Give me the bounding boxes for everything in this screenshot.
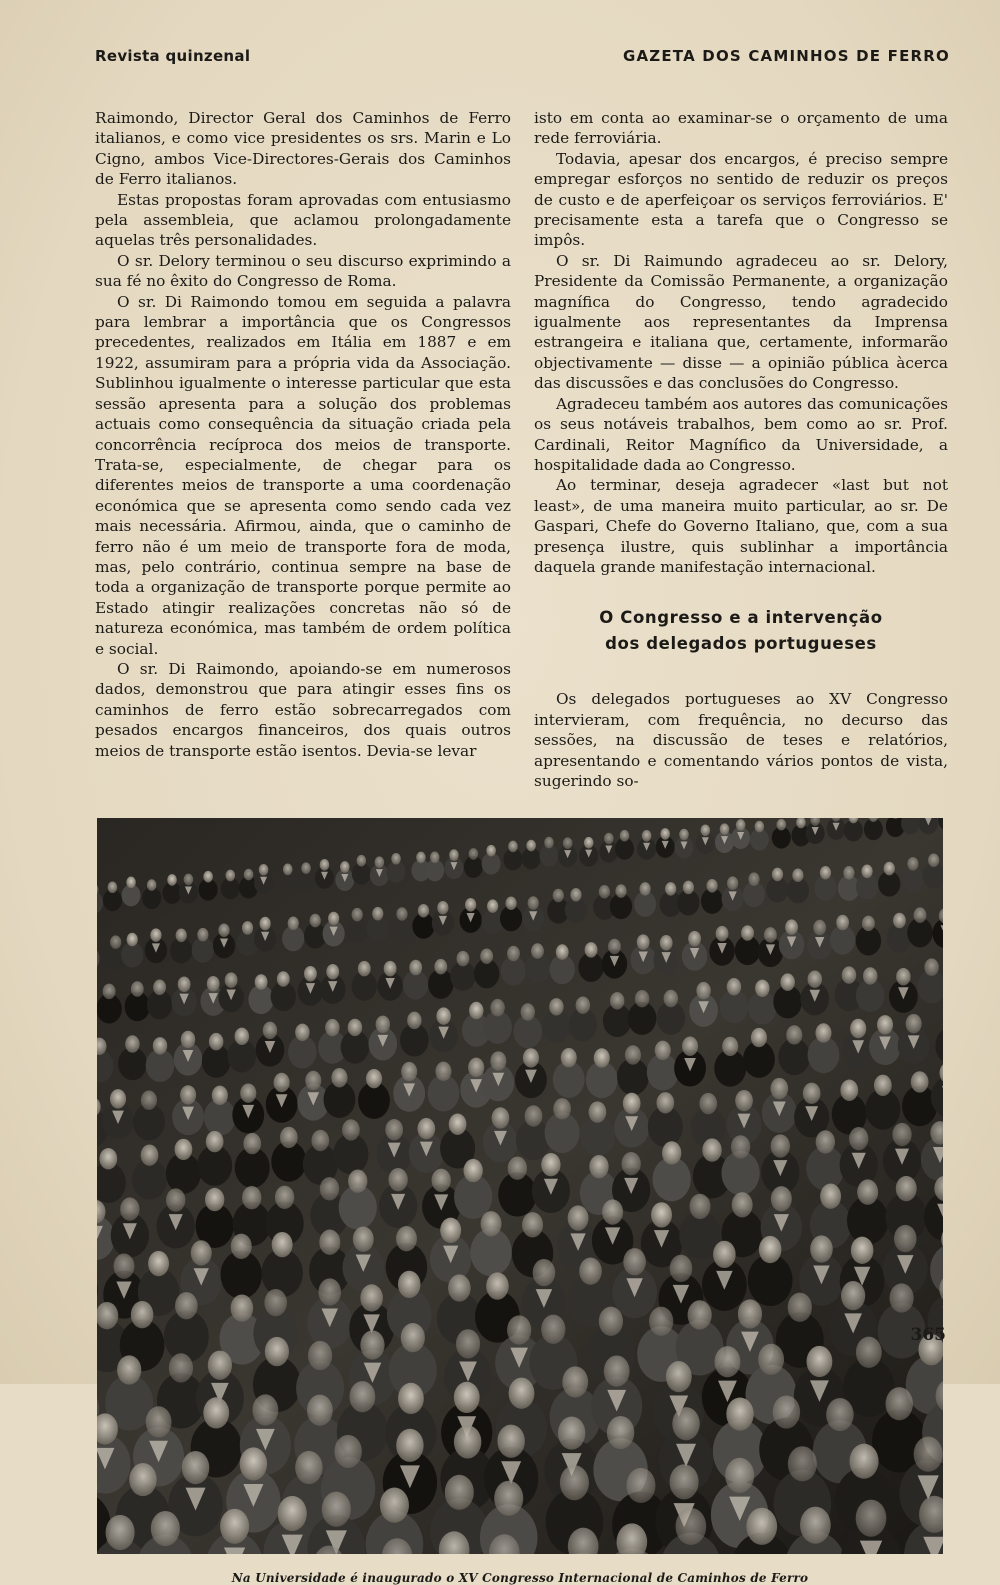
header-publication-frequency: Revista quinzenal [95,47,250,65]
congress-audience-photo [97,818,943,1554]
article-paragraph: O sr. Delory terminou o seu discurso exprimindo a sua fé no êxito do Congresso de Roma. [95,251,511,292]
photo-caption: Na Universidade é inaugurado o XV Congresso Internacional de Caminhos de Ferro [97,1571,943,1585]
article-paragraph: O sr. Di Raimundo agradeceu ao sr. Delory, Presidente da Comissão Permanente, a organização magnífica do Congresso, tendo agradecido igualmente aos representantes da Imprensa estrangeira e italiana que, certamente, informarão objectivamente — disse — a opinião pública àcerca das discussões e das conclusões do Congresso. [534,251,948,394]
article-paragraph: isto em conta ao examinar-se o orçamento de uma rede ferroviária. [534,108,948,149]
page-number: 365 [911,1325,947,1345]
article-paragraph: Os delegados portugueses ao XV Congresso intervieram, com frequência, no decurso das sessões, na discussão de teses e relatórios, apresentando e comentando vários pontos de vista, sugerindo so- [534,689,948,791]
article-paragraph: O sr. Di Raimondo, apoiando-se em numerosos dados, demonstrou que para atingir esses fins os caminhos de ferro estão sobrecarregados com pesados encargos financeiros, dos quais outros meios de transporte estão isentos. Devia-se levar [95,659,511,761]
article-left-column [95,108,511,761]
section-heading-line: O Congresso e a intervenção [534,605,948,631]
article-paragraph: O sr. Di Raimondo tomou em seguida a palavra para lembrar a importância que os Congressos precedentes, realizados em Itália em 1887 e em 1922, assumiram para a própria vida da Associação. Sublinhou igualmente o interesse particular que esta sessão apresenta para a solução dos problemas actuais como consequência da situação criada pela concorrência recíproca dos meios de transporte. Trata-se, especialmente, de chegar para os diferentes meios de transporte a uma coordenação económica que se apresenta como sendo cada vez mais necessária. Afirmou, ainda, que o caminho de ferro não é um meio de transporte fora de moda, mas, pelo contrário, continua sempre na base de toda a organização de transporte porque permite ao Estado atingir realizações concretas não só de natureza económica, mas também de ordem política e social. [95,292,511,659]
article-paragraph: Ao terminar, deseja agradecer «last but not least», de uma maneira muito particular, ao sr. De Gaspari, Chefe do Governo Italiano, que, com a sua presença ilustre, quis sublinhar a importância daquela grande manifestação internacional. [534,475,948,577]
section-heading-line: dos delegados portugueses [534,631,948,657]
header-magazine-title: GAZETA DOS CAMINHOS DE FERRO [623,47,950,65]
article-paragraph: Agradeceu também aos autores das comunicações os seus notáveis trabalhos, bem como ao sr. Prof. Cardinali, Reitor Magnífico da Universidade, a hospitalidade dada ao Congresso. [534,394,948,476]
section-heading [534,605,948,657]
article-paragraph: Raimondo, Director Geral dos Caminhos de Ferro italianos, e como vice presidentes os srs. Marin e Lo Cigno, ambos Vice-Directores-Gerais dos Caminhos de Ferro italianos. [95,108,511,190]
article-paragraph: Estas propostas foram aprovadas com entusiasmo pela assembleia, que aclamou prolongadamente aquelas três personalidades. [95,190,511,251]
article-right-column [534,108,948,791]
article-paragraph: Todavia, apesar dos encargos, é preciso sempre empregar esforços no sentido de reduzir os preços de custo e de aperfeiçoar os serviços ferroviários. E' precisamente esta a tarefa que o Congresso se impôs. [534,149,948,251]
